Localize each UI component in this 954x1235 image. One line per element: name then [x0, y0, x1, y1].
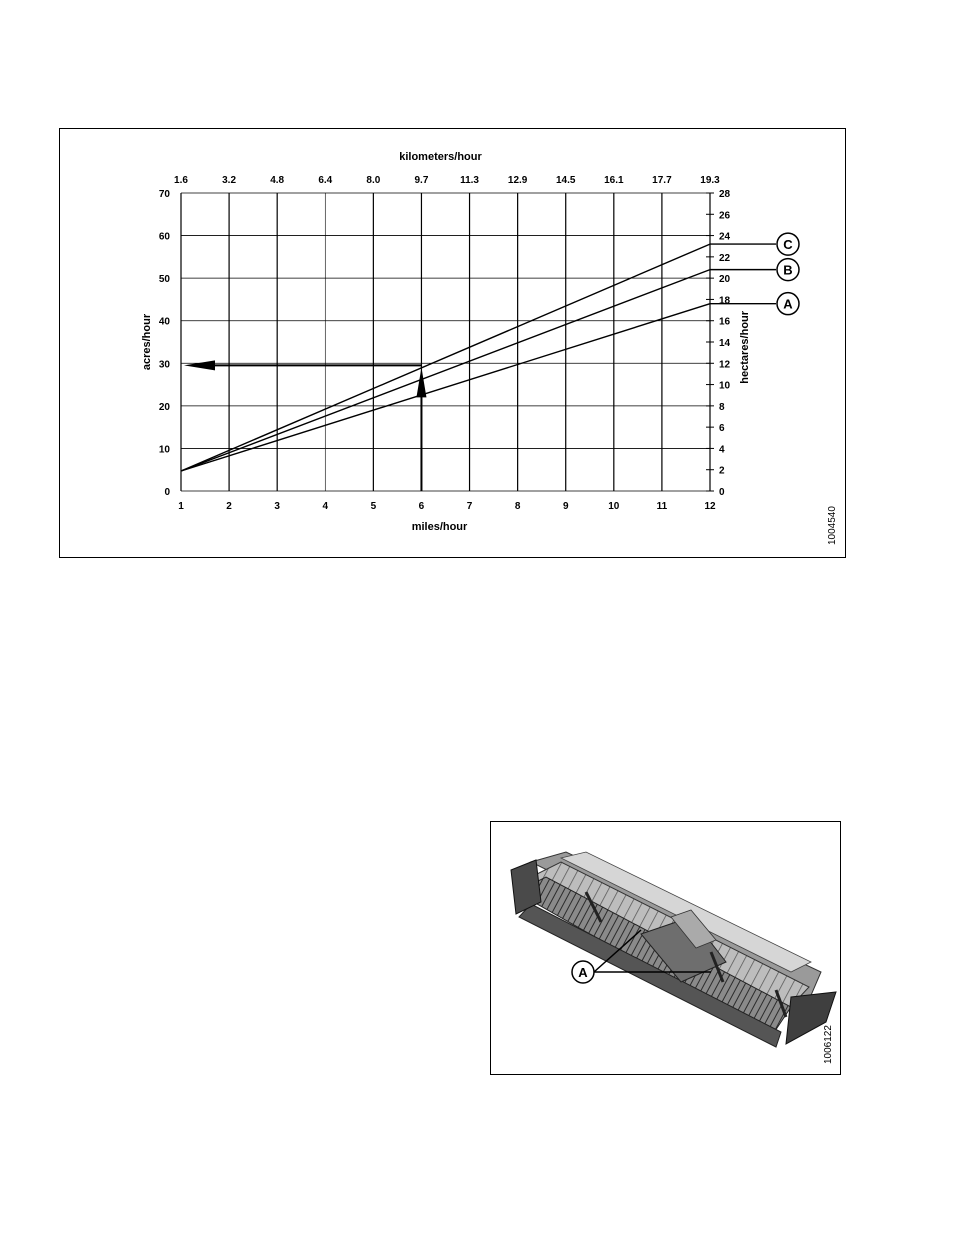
y-tick-label-hectares: 12 — [719, 359, 731, 371]
chart-svg — [60, 129, 845, 557]
x-tick-label-kmh: 9.7 — [414, 175, 429, 186]
y-tick-label-acres: 40 — [158, 316, 170, 328]
chart-figure-id: 1004540 — [827, 506, 838, 545]
y-tick-label-hectares: 22 — [719, 252, 731, 264]
y-tick-label-acres: 60 — [158, 231, 170, 243]
x-tick-label-kmh: 4.8 — [270, 175, 285, 186]
x-tick-label-kmh: 17.7 — [652, 175, 672, 186]
y-tick-label-hectares: 26 — [719, 210, 731, 222]
y-tick-label-acres: 20 — [158, 401, 170, 413]
y-tick-label-hectares: 4 — [719, 444, 725, 456]
x-tick-label-mph: 6 — [418, 501, 425, 512]
series-callout-label-a: A — [783, 296, 793, 312]
x-tick-label-mph: 8 — [514, 501, 521, 512]
series-callout-label-c: C — [783, 237, 793, 253]
series-line-b — [181, 270, 710, 471]
x-tick-label-kmh: 3.2 — [222, 175, 237, 186]
x-tick-label-mph: 5 — [370, 501, 377, 512]
x-tick-label-kmh: 8.0 — [366, 175, 381, 186]
x-tick-label-kmh: 11.3 — [460, 175, 480, 186]
y-tick-label-hectares: 14 — [719, 338, 731, 349]
y-tick-label-hectares: 0 — [719, 487, 725, 498]
header-illustration-figure — [490, 821, 841, 1075]
x-tick-label-mph: 2 — [226, 501, 232, 512]
reading-arrow-left-head — [184, 360, 215, 370]
series-line-a — [181, 304, 710, 471]
x-tick-label-kmh: 19.3 — [700, 175, 720, 186]
x-tick-label-mph: 9 — [562, 501, 569, 512]
top-axis-title: kilometers/hour — [399, 151, 482, 163]
x-tick-label-mph: 12 — [704, 501, 716, 512]
y-tick-label-hectares: 18 — [719, 295, 731, 307]
y-tick-label-acres: 30 — [158, 359, 170, 371]
x-tick-label-kmh: 16.1 — [604, 175, 624, 186]
x-tick-label-kmh: 14.5 — [555, 175, 576, 186]
x-tick-label-mph: 1 — [178, 501, 184, 512]
x-tick-label-mph: 4 — [322, 501, 329, 512]
right-axis-title: hectares/hour — [739, 310, 751, 384]
callout-letter: A — [578, 965, 588, 980]
y-tick-label-acres: 50 — [158, 274, 170, 286]
y-tick-label-hectares: 6 — [719, 423, 725, 435]
y-tick-label-hectares: 28 — [719, 189, 731, 200]
x-tick-label-kmh: 1.6 — [174, 175, 188, 186]
x-tick-label-mph: 7 — [466, 501, 473, 512]
y-tick-label-hectares: 8 — [719, 401, 725, 413]
y-tick-label-hectares: 10 — [719, 380, 731, 392]
x-tick-label-mph: 10 — [608, 501, 620, 512]
header-machine — [511, 852, 836, 1047]
x-tick-label-kmh: 12.9 — [507, 175, 528, 186]
x-tick-label-mph: 3 — [274, 501, 280, 512]
x-tick-label-mph: 11 — [656, 501, 668, 512]
y-tick-label-hectares: 2 — [719, 465, 725, 477]
y-tick-label-acres: 10 — [158, 444, 170, 456]
series-callout-label-b: B — [783, 262, 793, 278]
reading-arrow-up-head — [416, 367, 426, 397]
y-tick-label-hectares: 16 — [719, 316, 731, 328]
left-axis-title: acres/hour — [141, 313, 153, 371]
header-illustration — [491, 822, 840, 1074]
x-tick-label-kmh: 6.4 — [318, 175, 333, 186]
y-tick-label-hectares: 20 — [719, 274, 731, 286]
photo-figure-id: 1006122 — [823, 1025, 834, 1064]
y-tick-label-acres: 0 — [164, 487, 170, 498]
y-tick-label-acres: 70 — [158, 189, 170, 200]
bottom-axis-title: miles/hour — [411, 521, 468, 533]
chart-figure — [59, 128, 846, 558]
y-tick-label-hectares: 24 — [719, 231, 731, 243]
